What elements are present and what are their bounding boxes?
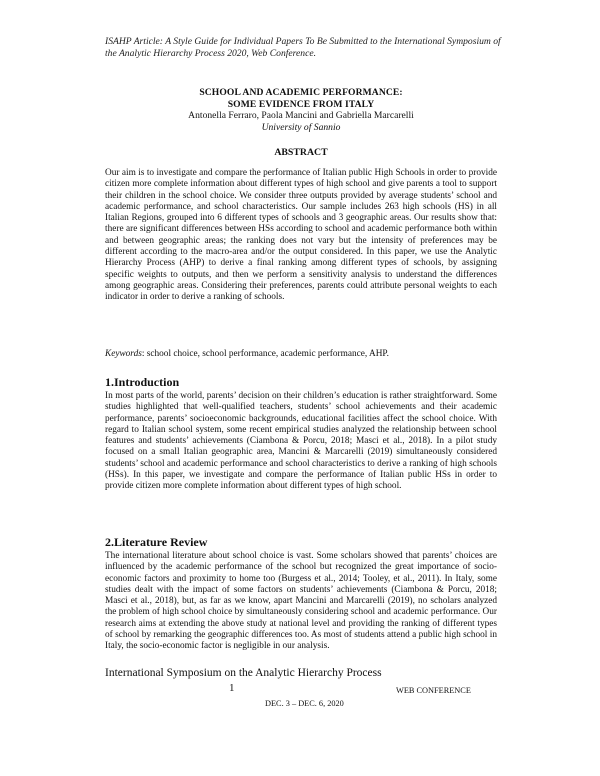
keywords (105, 349, 497, 359)
authors: Antonella Ferraro, Paola Mancini and Gabriella Marcarelli (188, 110, 414, 121)
footer-symposium-name: International Symposium on the Analytic Hierarchy Process (105, 667, 382, 679)
section-heading-literature-review: 2.Literature Review (105, 535, 208, 549)
title-block (105, 87, 497, 133)
affiliation: University of Sannio (261, 121, 341, 133)
section-text-literature-review: The international literature about school choice is vast. Some scholars showed that parents’ choices are influenced by the academic performance of the school but recognized the great importance of socio-economic factors and proximity to home too (Burgess et al., 2014; Tooley, et al., 2011). In Italy, some studies dealt with the impact of some factors on students’ achievements (Ciambona & Porcu, 2018; Masci et al., 2018), but, as far as we know, apart Mancini and Marcarelli (2019), no scholars analyzed the problem of high school choice by simultaneously considering school and academic performance. Our research aims at extending the above study at national level and providing the ranking of different types of school by remarking the geographic differences too. As most of students attend a public high school in Italy, the socio-economic factor is negligible in our analysis. (105, 551, 497, 652)
running-head: ISAHP Article: A Style Guide for Individual Papers To Be Submitted to the International Symposium of the Analytic Hierarchy Process 2020, Web Conference. (105, 36, 501, 59)
section-text-introduction: In most parts of the world, parents’ decision on their children’s education is rather straightforward. Some studies highlighted that well-qualified teachers, students’ school achievements and their academic performance, parents’ socioeconomic backgrounds, educational facilities affect the school choice. With regard to Italian school system, some recent empirical studies analyzed the relationship between school features and students’ achievements (Ciambona & Porcu, 2018; Masci et al., 2018). In a pilot study focused on a small Italian geographic area, Mancini & Marcarelli (2019) simultaneously considered students’ school and academic performance and school characteristics to derive a ranking of high schools (HSs). In this paper, we investigate and compare the performance of Italian public HSs in order to provide citizen more complete information about different types of high school. (105, 391, 497, 492)
keywords-label: Keywords (105, 349, 142, 359)
paper-title-line-2: SOME EVIDENCE FROM ITALY (227, 98, 375, 110)
abstract-heading: ABSTRACT (274, 147, 328, 158)
keywords-text: : school choice, school performance, academic performance, AHP. (141, 349, 389, 359)
page-number: 1 (229, 682, 235, 694)
section-heading-introduction: 1.Introduction (105, 375, 180, 389)
footer-dates: DEC. 3 – DEC. 6, 2020 (265, 699, 344, 708)
abstract-text: Our aim is to investigate and compare the performance of Italian public High Schools in order to provide citizen more complete information about different types of high school and give parents a tool to support their children in the school choice. We consider three outputs provided by average students’ school and academic performance, and school characteristics. Our sample includes 263 high schools (HS) in all Italian Regions, grouped into 6 different types of schools and 3 geographic areas. Our results show that: there are significant differences between HSs according to school and academic performance both within and between geographic areas; the ranking does not vary but the intensity of preferences may be different according to the macro-area and/or the output considered. In this paper, we use the Analytic Hierarchy Process (AHP) to derive a final ranking among different types of schools, by assigning specific weights to outputs, and then we perform a sensitivity analysis to understand the differences among geographic areas. Considering their preferences, parents could attribute personal weights to each indicator in order to derive a ranking of schools. (105, 168, 497, 303)
paper-title-line-1: SCHOOL AND ACADEMIC PERFORMANCE: (199, 87, 403, 98)
footer-web-conference: WEB CONFERENCE (396, 686, 471, 695)
